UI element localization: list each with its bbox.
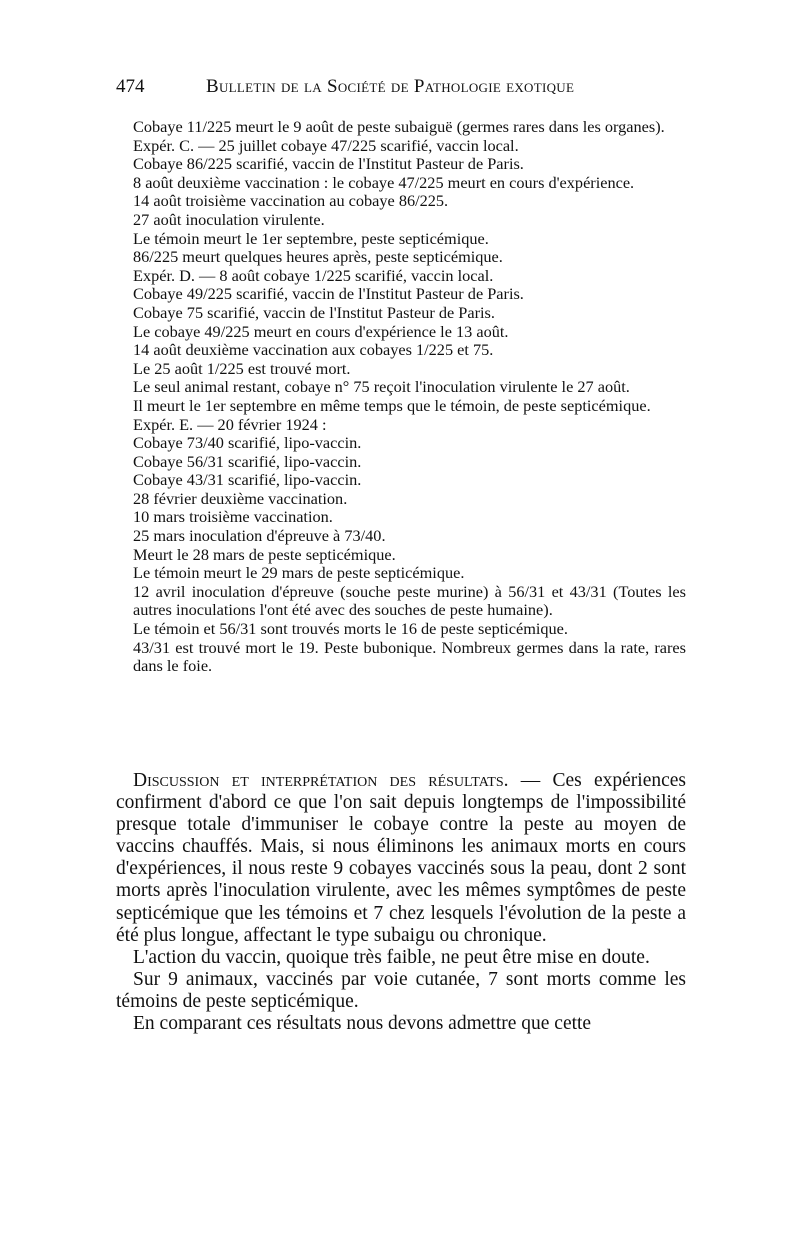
discussion-paragraph-1 [116,770,686,947]
experiment-line: Expér. E. — 20 février 1924 : [133,414,327,434]
experiment-line: 86/225 meurt quelques heures après, peste septicémique. [133,247,503,267]
experiment-line: Le témoin meurt le 29 mars de peste septicémique. [133,563,465,583]
experiment-line: 14 août troisième vaccination au cobaye 86/225. [133,191,449,211]
experiment-line: 28 février deuxième vaccination. [133,488,348,508]
experiment-line: 27 août inoculation virulente. [133,209,325,229]
experiment-line: Cobaye 11/225 meurt le 9 août de peste subaiguë (germes rares dans les organes). [133,117,665,136]
experiment-line: Expér. D. — 8 août cobaye 1/225 scarifié, vaccin local. [133,265,494,285]
experiment-line: Le seul animal restant, cobaye n° 75 reçoit l'inoculation virulente le 27 août. [133,377,630,397]
experiment-line: Le cobaye 49/225 meurt en cours d'expérience le 13 août. [133,321,509,341]
experiment-line: 8 août deuxième vaccination : le cobaye 47/225 meurt en cours d'expérience. [133,172,635,192]
experiment-line: 12 avril inoculation d'épreuve (souche peste murine) à 56/31 et 43/31 (Toutes les autres inoculations l'ont été avec des souches de peste humaine). [133,581,686,620]
experiment-line: 10 mars troisième vaccination. [133,507,333,527]
discussion-paragraph-3: Sur 9 animaux, vaccinés par voie cutanée, 7 sont morts comme les témoins de peste septicémique. [116,968,686,1012]
experiment-line: Le témoin et 56/31 sont trouvés morts le 16 de peste septicémique. [133,619,568,639]
running-title: Bulletin de la Société de Pathologie exotique [206,76,575,97]
experiment-line: Cobaye 49/225 scarifié, vaccin de l'Institut Pasteur de Paris. [133,284,524,304]
experiment-line: Le témoin meurt le 1er septembre, peste septicémique. [133,228,489,248]
discussion-paragraph-2: L'action du vaccin, quoique très faible, ne peut être mise en doute. [133,946,650,968]
experiment-line: Cobaye 86/225 scarifié, vaccin de l'Institut Pasteur de Paris. [133,154,524,174]
page-number: 474 [116,76,145,97]
experiment-line: Meurt le 28 mars de peste septicémique. [133,544,396,564]
discussion-paragraph-1-text: — Ces expériences confirment d'abord ce que l'on sait depuis longtemps de l'impossibilité presque totale d'immuniser le cobaye contre la peste au moyen de vaccins chauffés. Mais, si nous éliminons les animaux morts en cours d'expériences, il nous reste 9 cobayes vaccinés sous la peau, dont 2 sont morts après l'inoculation virulente, avec les mêmes symptômes de peste septicémique que les témoins et 7 chez lesquels l'évolution de la peste a été plus longue, affectant le type subaigu ou chronique. [116,770,687,946]
experiment-line: Expér. C. — 25 juillet cobaye 47/225 scarifié, vaccin local. [133,135,519,155]
experiment-line: 14 août deuxième vaccination aux cobayes 1/225 et 75. [133,340,494,360]
experiment-line: Cobaye 56/31 scarifié, lipo-vaccin. [133,451,362,471]
discussion-paragraph-4: En comparant ces résultats nous devons admettre que cette [133,1013,592,1035]
experiment-line: Il meurt le 1er septembre en même temps que le témoin, de peste septicémique. [133,395,651,415]
experiment-log [116,118,686,676]
page-header [116,76,686,106]
experiment-line: 43/31 est trouvé mort le 19. Peste bubonique. Nombreux germes dans la rate, rares dans le foie. [133,637,686,676]
experiment-line: Cobaye 73/40 scarifié, lipo-vaccin. [133,433,362,453]
discussion-section [116,770,686,1035]
discussion-heading: Discussion et interprétation des résultats. [133,770,509,791]
experiment-line: Cobaye 43/31 scarifié, lipo-vaccin. [133,470,362,490]
experiment-line: 25 mars inoculation d'épreuve à 73/40. [133,526,386,546]
experiment-line: Cobaye 75 scarifié, vaccin de l'Institut Pasteur de Paris. [133,302,495,322]
experiment-line: Le 25 août 1/225 est trouvé mort. [133,358,351,378]
